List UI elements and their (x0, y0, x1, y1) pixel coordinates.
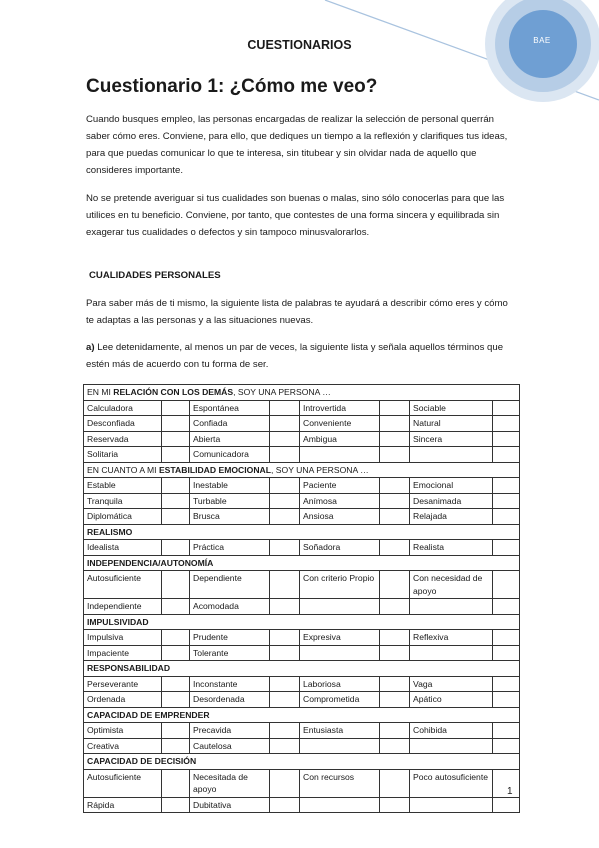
section-header-row (84, 754, 520, 770)
quality-term: Calculadora (84, 400, 162, 416)
mark-box[interactable] (380, 571, 410, 599)
mark-box[interactable] (162, 478, 190, 494)
section-header-cell (84, 754, 520, 770)
mark-box[interactable] (270, 571, 300, 599)
table-row (84, 769, 520, 797)
mark-box[interactable] (270, 738, 300, 754)
quality-term: Introvertida (300, 400, 380, 416)
mark-box[interactable] (493, 493, 520, 509)
mark-box[interactable] (270, 769, 300, 797)
quality-term: Tolerante (190, 645, 270, 661)
mark-box[interactable] (162, 630, 190, 646)
quality-term: Entusiasta (300, 723, 380, 739)
mark-box[interactable] (380, 645, 410, 661)
section-header-cell (84, 614, 520, 630)
mark-box[interactable] (270, 478, 300, 494)
table-row (84, 738, 520, 754)
instructions-paragraph: Para saber más de ti mismo, la siguiente lista de palabras te ayudará a describir cómo eres y cómo te adaptas a las personas y a las situaciones nuevas. (86, 298, 508, 326)
quality-term: Natural (410, 416, 493, 432)
section-header-cell (84, 555, 520, 571)
quality-term: Sociable (410, 400, 493, 416)
section-header-row (84, 555, 520, 571)
quality-term: Reservada (84, 431, 162, 447)
intro-paragraph-2: No se pretende averiguar si tus cualidades son buenas o malas, sino sólo conocerlas para que las utilices en tu beneficio. Conviene, por tanto, que contestes de una forma sincera y equilibrada sin exagerar tus cualidades o defectos y sin tampoco minusvalorarlos. (86, 193, 505, 238)
mark-box[interactable] (270, 447, 300, 463)
table-row (84, 797, 520, 813)
quality-term: Cautelosa (190, 738, 270, 754)
mark-box[interactable] (493, 571, 520, 599)
quality-term: Poco autosuficiente (410, 769, 493, 797)
quality-term: Ansiosa (300, 509, 380, 525)
quality-term: Confiada (190, 416, 270, 432)
mark-box[interactable] (493, 447, 520, 463)
quality-term: Rápida (84, 797, 162, 813)
quality-term: Sincera (410, 431, 493, 447)
quality-term (410, 599, 493, 615)
quality-term: Impaciente (84, 645, 162, 661)
mark-box[interactable] (380, 540, 410, 556)
section-header-row (84, 462, 520, 478)
section-header-cell (84, 707, 520, 723)
document-title: CUESTIONARIOS (247, 38, 352, 52)
quality-term: Independiente (84, 599, 162, 615)
qualities-table (83, 384, 520, 813)
mark-box[interactable] (162, 797, 190, 813)
table-row (84, 645, 520, 661)
quality-term: Impulsiva (84, 630, 162, 646)
mark-box[interactable] (380, 599, 410, 615)
quality-term: Tranquila (84, 493, 162, 509)
section-header-prefix: EN MI (87, 387, 114, 397)
mark-box[interactable] (493, 797, 520, 813)
mark-box[interactable] (493, 478, 520, 494)
section-header-row (84, 524, 520, 540)
mark-box[interactable] (162, 645, 190, 661)
section-header-prefix: EN CUANTO A MI (87, 464, 159, 475)
table-row (84, 571, 520, 599)
mark-box[interactable] (162, 447, 190, 463)
quality-term: Conveniente (300, 416, 380, 432)
quality-term: Vaga (410, 676, 493, 692)
quality-term: Apático (410, 692, 493, 708)
section-header-row (84, 614, 520, 630)
table-row (84, 493, 520, 509)
quality-term: Práctica (190, 540, 270, 556)
task-a-text: Lee detenidamente, al menos un par de veces, la siguiente lista y señala aquellos términos que estén más de acuerdo con tu forma de ser. (86, 342, 504, 370)
mark-box[interactable] (380, 416, 410, 432)
section-header-cell (84, 462, 520, 478)
section-header-cell (84, 661, 520, 677)
section-header-suffix: , SOY UNA PERSONA … (233, 387, 331, 397)
quality-term: Desordenada (190, 692, 270, 708)
mark-box[interactable] (162, 540, 190, 556)
mark-box[interactable] (380, 447, 410, 463)
mark-box[interactable] (493, 400, 520, 416)
mark-box[interactable] (380, 478, 410, 494)
quality-term (300, 797, 380, 813)
mark-box[interactable] (162, 416, 190, 432)
quality-term: Con necesidad de apoyo (410, 571, 493, 599)
quality-term: Con criterio Propio (300, 571, 380, 599)
mark-box[interactable] (380, 769, 410, 797)
mark-box[interactable] (270, 797, 300, 813)
quality-term: Comunicadora (190, 447, 270, 463)
mark-box[interactable] (270, 692, 300, 708)
table-row (84, 540, 520, 556)
table-row (84, 676, 520, 692)
mark-box[interactable] (493, 509, 520, 525)
section-header-title: REALISMO (87, 526, 133, 537)
task-a-label: a) (86, 342, 95, 353)
quality-term: Diplomática (84, 509, 162, 525)
table-row (84, 692, 520, 708)
quality-term: Reflexiva (410, 630, 493, 646)
mark-box[interactable] (493, 431, 520, 447)
quality-term: Inestable (190, 478, 270, 494)
section-header-title: CAPACIDAD DE DECISIÓN (87, 756, 197, 766)
quality-term: Soñadora (300, 540, 380, 556)
quality-term: Turbable (190, 493, 270, 509)
quality-term: Autosuficiente (84, 571, 162, 599)
mark-box[interactable] (380, 676, 410, 692)
quality-term: Expresiva (300, 630, 380, 646)
quality-term: Ordenada (84, 692, 162, 708)
table-row (84, 630, 520, 646)
mark-box[interactable] (493, 645, 520, 661)
mark-box[interactable] (162, 769, 190, 797)
quality-term: Relajada (410, 509, 493, 525)
quality-term: Optimista (84, 723, 162, 739)
section-header-row (84, 707, 520, 723)
mark-box[interactable] (270, 431, 300, 447)
quality-term: Cohibida (410, 723, 493, 739)
table-row (84, 431, 520, 447)
mark-box[interactable] (380, 738, 410, 754)
section-header-bold: RELACIÓN CON LOS DEMÁS (113, 387, 234, 397)
mark-box[interactable] (162, 723, 190, 739)
mark-box[interactable] (380, 797, 410, 813)
mark-box[interactable] (493, 540, 520, 556)
quality-term: Solitaria (84, 447, 162, 463)
mark-box[interactable] (270, 723, 300, 739)
quality-term: Brusca (190, 509, 270, 525)
mark-box[interactable] (380, 630, 410, 646)
mark-box[interactable] (380, 400, 410, 416)
quality-term: Espontánea (190, 400, 270, 416)
section-header-row (84, 661, 520, 677)
mark-box[interactable] (270, 676, 300, 692)
table-row (84, 723, 520, 739)
quality-term: Estable (84, 478, 162, 494)
section-header-cell (84, 524, 520, 540)
table-row (84, 400, 520, 416)
mark-box[interactable] (380, 509, 410, 525)
table-row (84, 447, 520, 463)
mark-box[interactable] (493, 723, 520, 739)
quality-term: Inconstante (190, 676, 270, 692)
mark-box[interactable] (270, 599, 300, 615)
quality-term: Desconfiada (84, 416, 162, 432)
mark-box[interactable] (380, 493, 410, 509)
table-row (84, 416, 520, 432)
page-number: 1 (507, 786, 513, 797)
section-header-bold: ESTABILIDAD EMOCIONAL (158, 464, 271, 475)
mark-box[interactable] (270, 400, 300, 416)
mark-box[interactable] (493, 692, 520, 708)
table-row (84, 599, 520, 615)
mark-box[interactable] (162, 738, 190, 754)
mark-box[interactable] (270, 509, 300, 525)
section-header-title: CAPACIDAD DE EMPRENDER (87, 709, 210, 720)
section-title: CUALIDADES PERSONALES (89, 270, 221, 281)
quality-term: Paciente (300, 478, 380, 494)
section-header-title: INDEPENDENCIA/AUTONOMÍA (87, 557, 214, 568)
section-header-cell (84, 385, 520, 401)
quality-term: Con recursos (300, 769, 380, 797)
mark-box[interactable] (270, 630, 300, 646)
mark-box[interactable] (493, 599, 520, 615)
mark-box[interactable] (493, 416, 520, 432)
table-row (84, 509, 520, 525)
quality-term: Dubitativa (190, 797, 270, 813)
quality-term: Realista (410, 540, 493, 556)
quality-term: Perseverante (84, 676, 162, 692)
section-header-title: IMPULSIVIDAD (87, 616, 149, 627)
quality-term: Autosuficiente (84, 769, 162, 797)
mark-box[interactable] (380, 723, 410, 739)
quality-term (300, 738, 380, 754)
mark-box[interactable] (162, 400, 190, 416)
quality-term: Anímosa (300, 493, 380, 509)
mark-box[interactable] (270, 540, 300, 556)
section-header-suffix: , SOY UNA PERSONA … (271, 464, 369, 475)
mark-box[interactable] (162, 692, 190, 708)
quality-term: Necesitada de apoyo (190, 769, 270, 797)
quality-term: Prudente (190, 630, 270, 646)
mark-box[interactable] (270, 416, 300, 432)
quality-term: Idealista (84, 540, 162, 556)
quality-term: Creativa (84, 738, 162, 754)
mark-box[interactable] (270, 645, 300, 661)
intro-paragraph-1: Cuando busques empleo, las personas encargadas de realizar la selección de personal querrán saber cómo eres. Conviene, para ello, que dediques un tiempo a la reflexión y clarifiques tus ideas, para que puedas comunicar lo que te interesa, sin titubear y sin olvidar nada de aquello que consideres importante. (86, 114, 508, 176)
quality-term: Comprometida (300, 692, 380, 708)
quality-term: Acomodada (190, 599, 270, 615)
section-header-title: RESPONSABILIDAD (87, 663, 171, 673)
questionnaire-heading: Cuestionario 1: ¿Cómo me veo? (86, 76, 378, 97)
mark-box[interactable] (493, 630, 520, 646)
mark-box[interactable] (380, 431, 410, 447)
quality-term (300, 599, 380, 615)
mark-box[interactable] (493, 738, 520, 754)
section-header-row (84, 385, 520, 401)
mark-box[interactable] (493, 676, 520, 692)
quality-term (300, 447, 380, 463)
quality-term: Emocional (410, 478, 493, 494)
quality-term (410, 797, 493, 813)
quality-term: Laboriosa (300, 676, 380, 692)
quality-term: Dependiente (190, 571, 270, 599)
quality-term: Ambigua (300, 431, 380, 447)
quality-term (410, 645, 493, 661)
quality-term: Desanimada (410, 493, 493, 509)
mark-box[interactable] (270, 493, 300, 509)
bae-badge-label: BAE (533, 36, 551, 45)
mark-box[interactable] (380, 692, 410, 708)
mark-box[interactable] (162, 676, 190, 692)
quality-term (300, 645, 380, 661)
mark-box[interactable] (162, 599, 190, 615)
table-row (84, 478, 520, 494)
mark-box[interactable] (162, 571, 190, 599)
task-a-paragraph (86, 339, 518, 373)
mark-box[interactable] (162, 493, 190, 509)
mark-box[interactable] (162, 431, 190, 447)
quality-term (410, 447, 493, 463)
quality-term: Precavida (190, 723, 270, 739)
quality-term: Abierta (190, 431, 270, 447)
mark-box[interactable] (162, 509, 190, 525)
quality-term (410, 738, 493, 754)
